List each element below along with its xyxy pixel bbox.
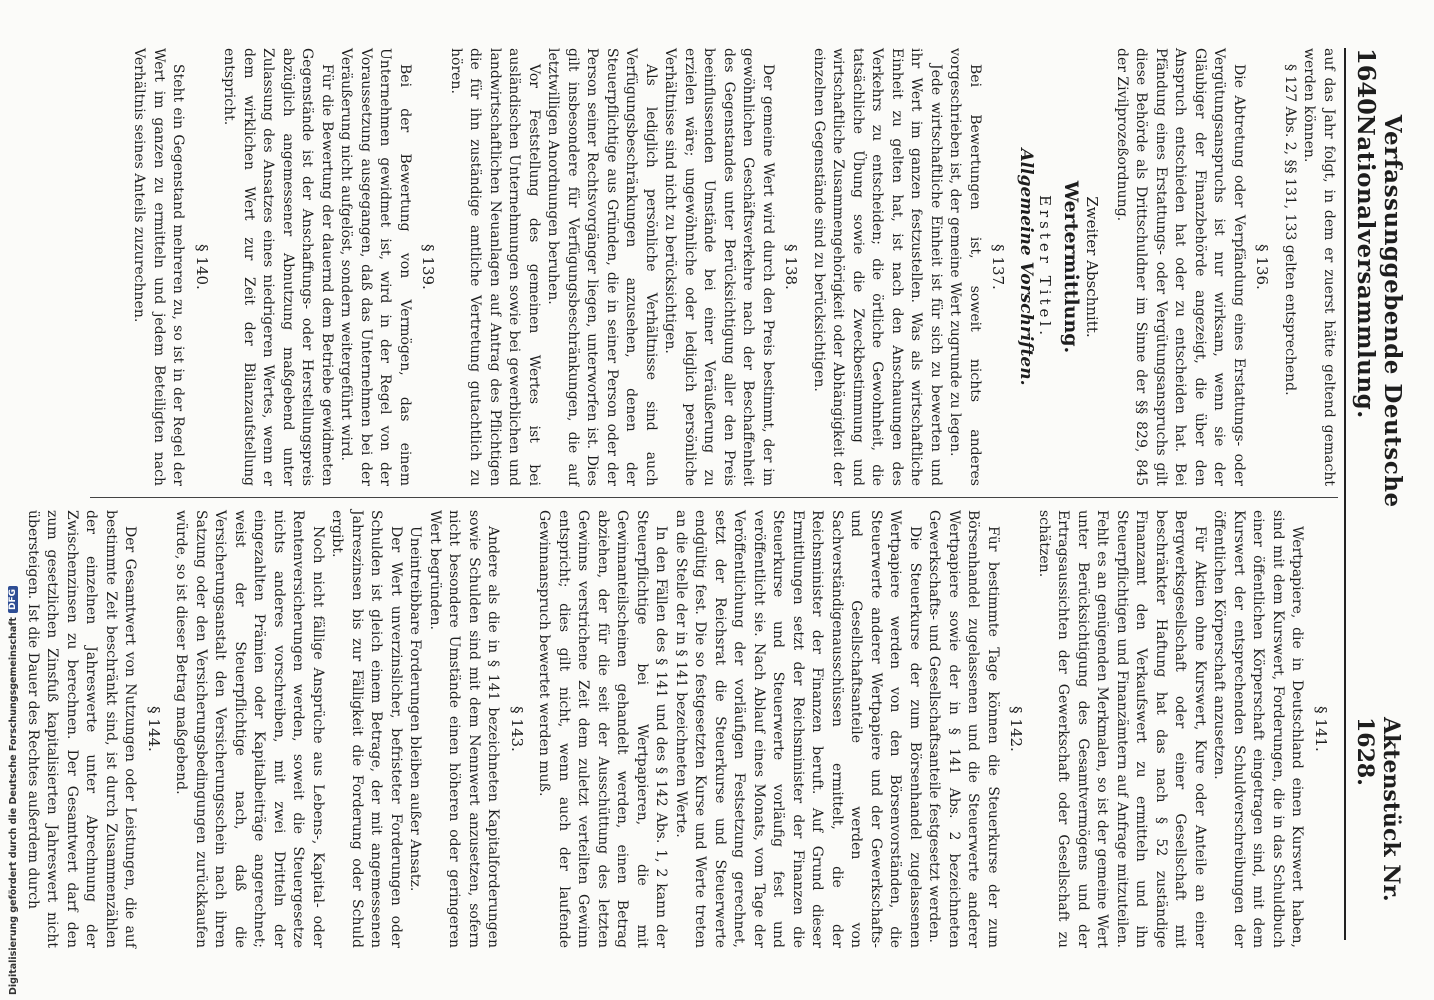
chapter-title: Wertermittlung. — [1060, 180, 1082, 354]
page-body — [25, 48, 1338, 948]
paragraph: Andere als die in § 141 bezeichneten Kapitalforderungen sowie Schulden sind mit dem Nennwert anzusetzen, sofern nicht besondere Umstände einen höheren oder geringeren Wert begründen. — [427, 510, 502, 948]
paragraph: Bei Bewertungen ist, soweit nichts anderes vorgeschrieben ist, der gemeine Wert zugrunde zu legen. — [947, 48, 983, 486]
title-label: Erster Titel. — [1036, 195, 1055, 339]
section-heading: § 138. — [782, 244, 801, 290]
paragraph: Steht ein Gegenstand mehreren zu, so ist in der Regel der Wert im ganzen zu ermitteln und jedem Beteiligten nach Verhältnis seines Anteils zuzurechnen. — [131, 48, 187, 486]
running-title: Verfassunggebende Deutsche Nationalversammlung. — [1352, 114, 1406, 508]
section-heading: § 139. — [419, 244, 438, 290]
paragraph: auf das Jahr folgt, in dem er zuerst hätte geltend gemacht werden können. — [1301, 48, 1337, 486]
digitization-credit: Digitalisierung gefördert durch die Deutsche Forschungsgemeinschaft — [7, 617, 19, 995]
section-heading: § 141. — [1312, 706, 1330, 752]
page-number: 1640 — [1352, 48, 1381, 115]
paragraph: Der gemeine Wert wird durch den Preis bestimmt, der im gewöhnlichen Geschäftsverkehre nach der Beschaffenheit des Gegenstandes unter Berücksichtigung aller den Preis beeinflussenden Umstände bei einer Veräußerung zu erzielen wäre; ungewöhnliche oder lediglich persönliche Verhältnisse sind nicht zu berücksichtigen. — [662, 48, 776, 486]
paragraph: Jede wirtschaftliche Einheit ist für sich zu bewerten und ihr Wert im ganzen festzustellen. Was als wirtschaftliche Einheit zu gelten hat, ist nach den Anschauungen des Verkehrs zu entscheiden; die örtliche Gewohnheit, die tatsächliche Übung sowie die Zweckbestimmung und wirtschaftliche Zusammengehörigkeit oder Abhängigkeit der einzelnen Gegenstände sind zu berücksichtigen. — [811, 48, 944, 486]
digitization-notice — [3, 589, 23, 995]
paragraph: Vor Feststellung des gemeinen Wertes ist bei ausländischen Unternehmungen sowie bei gewerblichen und landwirtschaftlichen Neuanlagen auf Antrag des Pflichtigen die für ihn zuständige amtliche Vertretung gutachtlich zu hören. — [448, 48, 542, 486]
title-name: Allgemeine Vorschriften. — [1016, 148, 1036, 386]
page-header — [1344, 48, 1406, 940]
paragraph: Bei der Bewertung von Vermögen, das einem Unternehmen gewidmet ist, wird in der Regel von der Voraussetzung ausgegangen, daß das Unternehmen bei der Veräußerung nicht aufgelöst, sondern weitergeführt wird. — [338, 48, 413, 486]
column-divider — [90, 497, 1338, 498]
paragraph: Für Aktien ohne Kurswert, Kure oder Anteile an einer Bergwerksgesellschaft oder einer Gesellschaft mit beschränkter Haftung hat das nach § 52 zuständige Finanzamt den Verkaufswert zu ermitteln und ihn Steuerpflichtigen und Finanzämtern auf Anfrage mitzuteilen. Fehlt es an genügenden Merkmalen, so ist der gemeine Wert unter Berücksichtigung des Gesamtvermögens und der Ertragsaussichten der Gewerkschaft oder Gesellschaft zu schätzen. — [1036, 510, 1208, 948]
paragraph: Die Steuerkurse der zum Börsenhandel zugelassenen Wertpapiere werden von den Börsenvorständen, die Steuerwerte anderer Wertpapiere und der Gewerkschafts- und Gesellschaftsanteile werden von Sachverständigenausschüssen ermittelt, die der Reichsminister der Finanzen beruft. Auf Grund dieser Ermittlungen setzt der Reichsminister der Finanzen die Steuerkurse und Steuerwerte vorläufig fest und veröffentlicht sie. Nach Ablauf eines Monats, vom Tage der Veröffentlichung der vorläufigen Festsetzung gerechnet, setzt der Reichsrat die Steuerkurse und Steuerwerte endgültig fest. Die so festgesetzten Kurse und Werte treten an die Stelle der in § 141 bezeichneten Werte. — [673, 510, 923, 948]
paragraph: Der Wert unverzinslicher, befristeter Forderungen oder Schulden ist gleich einem Betrage, der mit angemessenen Jahreszinsen bis zur Fälligkeit die Forderung oder Schuld ergibt. — [329, 510, 404, 948]
dfg-logo: DFG — [8, 586, 18, 613]
paragraph: Für bestimmte Tage können die Steuerkurse der zum Börsenhandel zugelassenen und die Steuerwerte anderer Wertpapiere sowie der in § 141 Abs. 2 bezeichneten Gewerkschafts- und Gesellschaftsanteile festgesetzt werden. — [926, 510, 1001, 948]
section-heading: § 143. — [508, 706, 526, 752]
paragraph: Für die Bewertung der dauernd dem Betriebe gewidmeten Gegenstände ist der Anschaffungs- oder Herstellungspreis abzüglich angemessener Abnutzung maßgebend unter Zulassung des Ansatzes eines niedrigeren Wertes, wenn er dem wirklichen Wert zur Zeit der Bilanzaufstellung entspricht. — [221, 48, 335, 486]
section-heading: § 144. — [145, 706, 163, 752]
right-column — [25, 510, 1338, 948]
paragraph: Als lediglich persönliche Verhältnisse sind auch Verfügungsbeschränkungen anzusehen, denen der Steuerpflichtige aus Gründen, die in seiner Person oder der Person seiner Rechtsvorgänger liegen, unterworfen ist. Dies gilt insbesondere für Verfügungsbeschränkungen, die auf letztwilligen Anordnungen beruhen. — [545, 48, 659, 486]
issue-number: Aktenstück Nr. 1628. — [1352, 716, 1404, 902]
section-heading: § 140. — [193, 244, 211, 290]
paragraph: Uneintreibbare Forderungen bleiben außer Ansatz. — [407, 526, 424, 892]
section-heading: § 137. — [989, 244, 1008, 290]
paragraph: § 127 Abs. 2, §§ 131, 133 gelten entsprechend. — [1282, 64, 1298, 396]
paragraph: Noch nicht fällige Ansprüche aus Lebens-, Kapital- oder Rentenversicherungen werden, soweit die Steuergesetze nichts anderes vorschreiben, mit zwei Dritteln der eingezahlten Prämien oder Kapitalbeiträge angerechnet; weist der Steuerpflichtige nach, daß die Versicherungsanstalt den Versicherungsschein nach ihren Satzung oder den Versicherungsbedingungen zurückkaufen würde, so ist dieser Betrag maßgebend. — [173, 510, 326, 948]
left-column — [90, 48, 1338, 486]
section-heading: § 142. — [1007, 706, 1026, 752]
paragraph: Der Gesamtwert von Nutzungen oder Leistungen, die auf bestimmte Zeit beschränkt sind, ist durch Zusammenzählen der einzelnen Jahreswerte unter Abrechnung der Zwischenzinsen zu berechnen. Der Gesamtwert darf den zum gesetzlichen Zinsfuß kapitalisierten Jahreswert nicht übersteigen. Ist die Dauer des Rechtes außerdem durch — [25, 510, 139, 948]
section-heading: § 136. — [1253, 244, 1272, 290]
paragraph: In den Fällen des § 141 und des § 142 Abs. 1, 2 kann der Steuerpflichtige bei Wertpapieren, die mit Gewinnanteilscheinen gehandelt werden, einen Betrag abziehen, der für die seit der Ausschüttung des letzten Gewinns verstrichene Zeit dem zuletzt verteilten Gewinn entspricht; dies gilt nicht, wenn auch der laufende Gewinnanspruch bewertet werden muß. — [536, 510, 670, 948]
paragraph: Wertpapiere, die in Deutschland einen Kurswert haben, sind mit dem Kurswert, Forderungen, die in das Schuldbuch einer öffentlichen Körperschaft eingetragen sind, mit dem Kurswert der entsprechenden Schuldverschreibungen der öffentlichen Körperschaft anzusetzen. — [1211, 510, 1306, 948]
paragraph: Die Abtretung oder Verpfändung eines Erstattungs- oder Vergütungsanspruchs ist nur wirksam, wenn sie der Gläubiger der Finanzbehörde angezeigt, die über den Anspruch entschieden hat oder zu entscheiden hat. Bei Pfändung eines Erstattungs- oder Vergütungsanspruchs gilt diese Behörde als Drittschuldner im Sinne der §§ 829, 845 der Zivilprozeßordnung. — [1114, 48, 1247, 486]
chapter-label: Zweiter Abschnitt. — [1083, 196, 1102, 338]
